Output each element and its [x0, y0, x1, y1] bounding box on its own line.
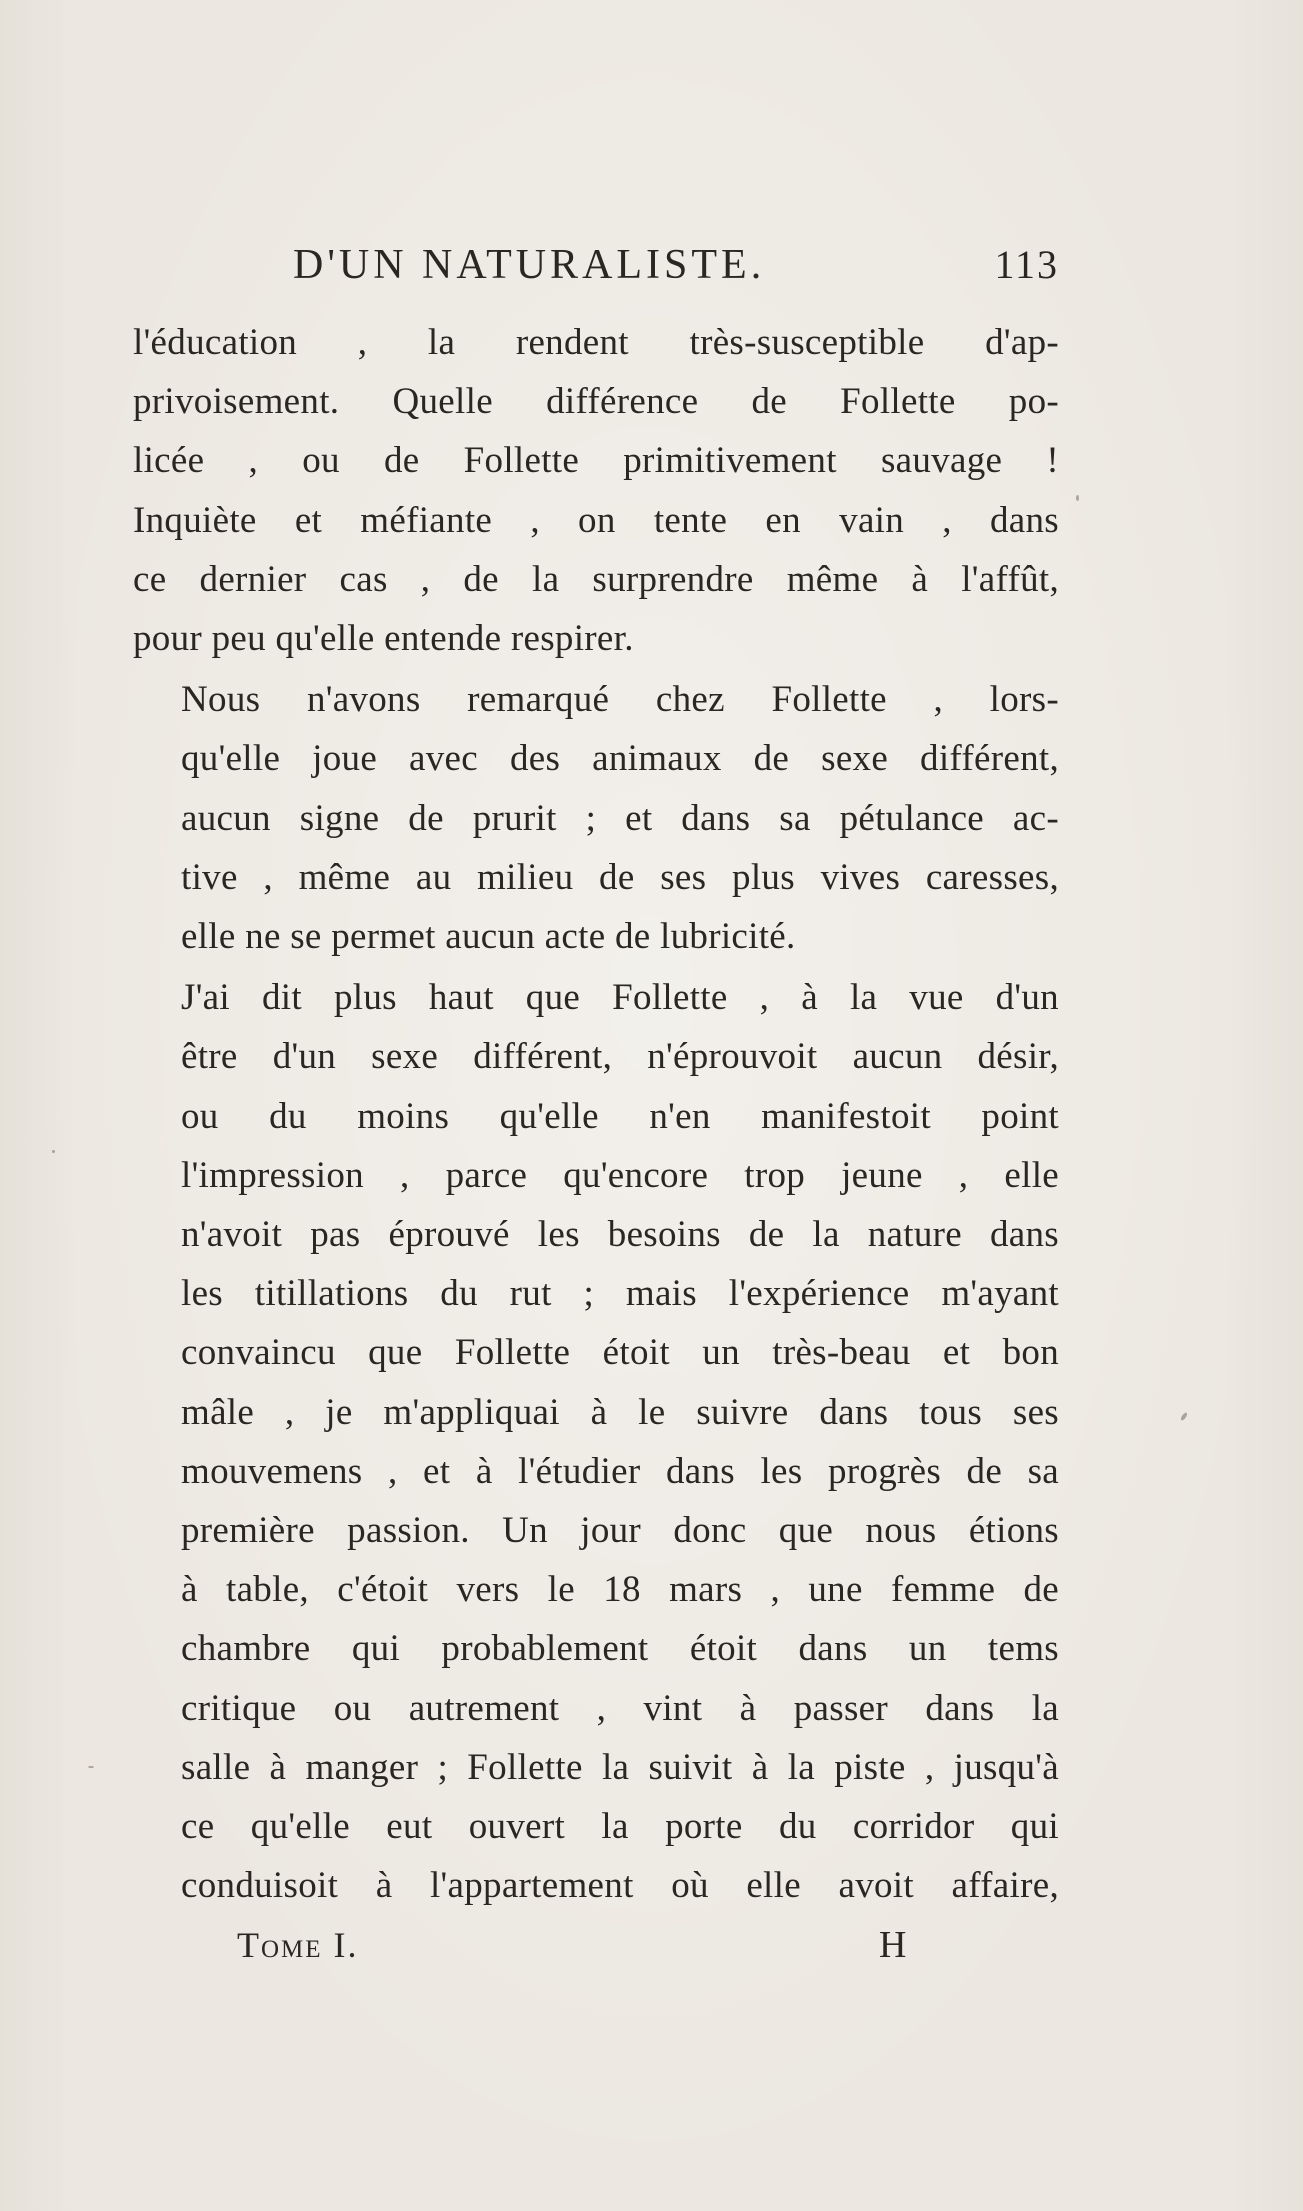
paper-speck	[88, 1766, 94, 1768]
text-line: mâle , je m'appliquai à le suivre dans tous ses	[181, 1391, 1059, 1433]
running-title: D'UN NATURALISTE.	[293, 242, 766, 288]
text-line: les titillations du rut ; mais l'expérience m'ayant	[181, 1273, 1059, 1315]
text-line: Inquiète et méfiante , on tente en vain , dans	[133, 499, 1059, 541]
text-line: conduisoit à l'appartement où elle avoit affaire,	[181, 1865, 1059, 1907]
page-footer	[133, 1920, 1059, 1970]
running-head	[133, 240, 1059, 290]
paper-speck	[1076, 495, 1079, 501]
text-line: n'avoit pas éprouvé les besoins de la nature dans	[181, 1214, 1059, 1256]
body-text	[133, 313, 1059, 1915]
text-line: tive , même au milieu de ses plus vives caresses,	[181, 856, 1059, 898]
text-line: elle ne se permet aucun acte de lubricité.	[181, 916, 796, 958]
text-line: ce dernier cas , de la surprendre même à l'affût,	[133, 558, 1059, 600]
text-line: pour peu qu'elle entende respirer.	[133, 618, 634, 660]
signature-mark: H	[879, 1924, 907, 1966]
text-line: l'éducation , la rendent très-susceptible d'ap-	[133, 322, 1059, 363]
volume-label: Tome I.	[237, 1925, 359, 1965]
text-line: J'ai dit plus haut que Follette , à la vue d'un	[181, 977, 1059, 1019]
paper-speck	[1180, 1412, 1188, 1422]
text-line: l'impression , parce qu'encore trop jeune , elle	[181, 1154, 1059, 1196]
text-line: ou du moins qu'elle n'en manifestoit point	[181, 1095, 1059, 1137]
paragraph-2	[133, 670, 1059, 966]
text-line: salle à manger ; Follette la suivit à la piste , jusqu'à	[181, 1746, 1059, 1788]
text-line: ce qu'elle eut ouvert la porte du corridor qui	[181, 1806, 1059, 1848]
text-line: à table, c'étoit vers le 18 mars , une femme de	[181, 1569, 1059, 1611]
text-line: critique ou autrement , vint à passer dans la	[181, 1687, 1059, 1729]
text-line: aucun signe de prurit ; et dans sa pétulance ac-	[181, 797, 1059, 839]
text-line: être d'un sexe différent, n'éprouvoit aucun désir,	[181, 1036, 1059, 1078]
text-line: qu'elle joue avec des animaux de sexe différent,	[181, 738, 1059, 780]
text-line: première passion. Un jour donc que nous étions	[181, 1510, 1059, 1552]
text-line: privoisement. Quelle différence de Follette po-	[133, 381, 1059, 423]
text-line: licée , ou de Follette primitivement sauvage !	[133, 440, 1059, 482]
paragraph-1	[133, 313, 1059, 668]
text-line: chambre qui probablement étoit dans un tems	[181, 1628, 1059, 1670]
page-number: 113	[994, 242, 1059, 287]
text-line: Nous n'avons remarqué chez Follette , lors-	[181, 679, 1059, 721]
paper-speck	[52, 1150, 55, 1153]
text-line: convaincu que Follette étoit un très-beau et bon	[181, 1332, 1059, 1374]
paragraph-3	[133, 968, 1059, 1915]
text-line: mouvemens , et à l'étudier dans les progrès de sa	[181, 1450, 1059, 1492]
